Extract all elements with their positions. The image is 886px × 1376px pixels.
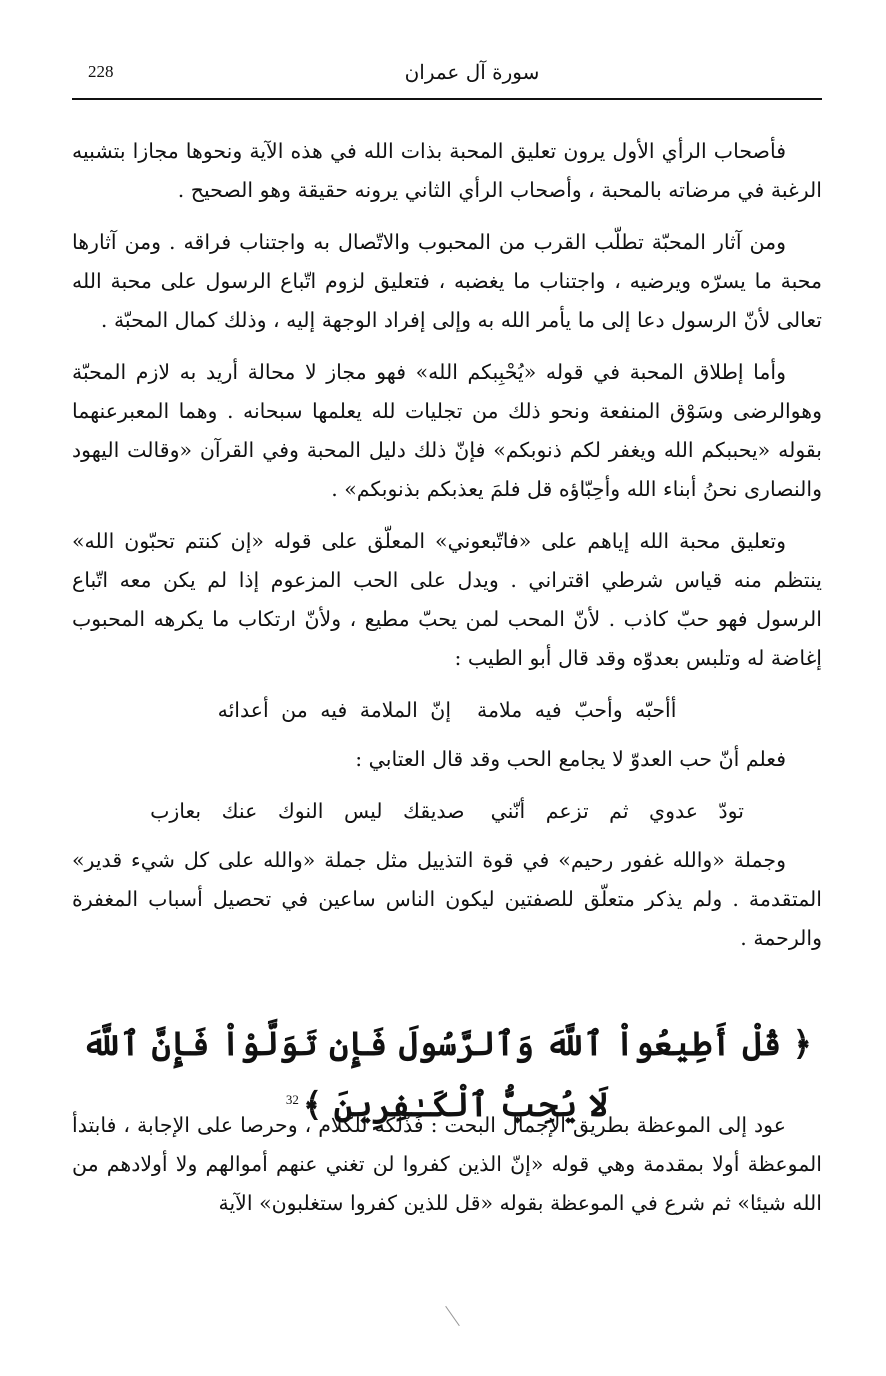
page-header [72,60,820,94]
ayah-number: 32 [285,1092,299,1107]
poem-verse-2 [72,792,822,831]
poem-verse-2-first-hemistich: تودّ عدوي ثم تزعم أنّني [490,799,744,823]
paragraph-2: ومن آثار المحبّة تطلّب القرب من المحبوب والاتّصال به واجتناب فراقه . ومن آثارها محبة ما يسرّه ويرضيه ، واجتناب ما يغضبه ، فتعليق لزوم اتّباع الرسول على محبة الله تعالى لأنّ الرسول دعا إلى ما يأمر الله به وإلى إفراد الوجهة إليه ، وذلك كمال المحبّة . [72,230,822,332]
poem-verse-1 [72,691,822,730]
poem-verse-2-second-hemistich: صديقك ليس النوك عنك بعازب [150,799,465,823]
main-text [72,132,822,971]
poem-verse-1-second-hemistich: إنّ الملامة فيه من أعدائه [217,698,452,722]
page-number: 228 [88,62,114,81]
paragraph-5: فعلم أنّ حب العدوّ لا يجامع الحب وقد قال العتابي : [355,747,786,771]
paragraph-3: وأما إطلاق المحبة في قوله «يُحْبِبكم الله» فهو مجاز لا محالة أريد به لازم المحبّة وهوالرضى وسَوْق المنفعة ونحو ذلك من تجليات لله يعلمها سبحانه . وهما المعبرعنهما بقوله «يحببكم الله ويغفر لكم ذنوبكم» فإنّ ذلك دليل المحبة وفي القرآن «وقالت اليهود والنصارى نحنُ أبناء الله وأحِبّاؤه قل فلمَ يعذبكم بذنوبكم» . [72,360,822,501]
paragraph-4: وتعليق محبة الله إياهم على «فاتّبعوني» المعلّق على قوله «إن كنتم تحبّون الله» ينتظم منه قياس شرطي اقتراني . ويدل على الحب المزعوم إذا لم يكن معه اتّباع الرسول فهو حبّ كاذب . لأنّ المحب لمن يحبّ مطيع ، ولأنّ ارتكاب ما يكرهه المحبوب إغاضة له وتلبس بعدوّه وقد قال أبو الطيب : [72,529,822,670]
scan-mark [445,1306,460,1326]
paragraph-7: عود إلى الموعظة بطريق الإجمال البحت : فَذْلَكَة للكلام ، وحرصا على الإجابة ، فابتدأ الموعظة أولا بمقدمة وهي قوله «إنّ الذين كفروا لن تغني عنهم أموالهم ولا أولادهم من الله شيئا» ثم شرع في الموعظة بقوله «قل للذين كفروا ستغلبون» الآية [72,1113,822,1215]
running-title: سورة آل عمران [404,60,540,84]
paragraph-6: وجملة «والله غفور رحيم» في قوة التذييل مثل جملة «والله على كل شيء قدير» المتقدمة . ولم يذكر متعلّق للصفتين ليكون الناس ساعين في تحصيل أسباب المغفرة والرحمة . [72,848,822,950]
commentary-text [72,1106,822,1236]
quran-verse-text: ﴿ قُلْ أَطِيعُواْ ٱللَّهَ وَٱلرَّسُولَ فَإِن تَوَلَّوْاْ فَإِنَّ ٱللَّهَ لَا يُحِبُّ ٱلْكَـٰفِرِينَ ﴾ [82,1024,812,1124]
header-divider [72,98,822,100]
paragraph-1: فأصحاب الرأي الأول يرون تعليق المحبة بذات الله في هذه الآية ونحوها مجازا بتشبيه الرغبة في مرضاته بالمحبة ، وأصحاب الرأي الثاني يرونه حقيقة وهو الصحيح . [72,139,822,202]
poem-verse-1-first-hemistich: أأحبّه وأحبّ فيه ملامة [477,698,677,722]
